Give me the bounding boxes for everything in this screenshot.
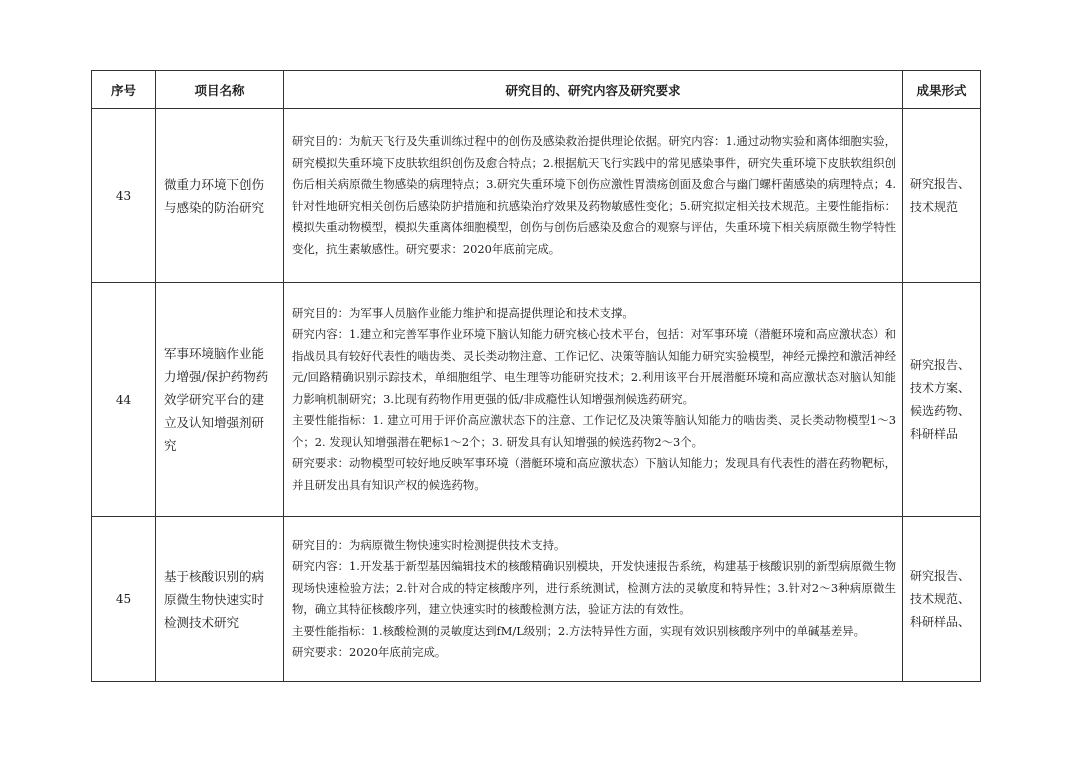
result-item: 候选药物、 xyxy=(910,403,971,418)
project-content xyxy=(284,109,903,283)
result-form xyxy=(903,109,981,283)
result-item: 科研样品、 xyxy=(910,614,971,629)
content-paragraph: 研究目的：为病原微生物快速实时检测提供技术支持。 xyxy=(292,537,566,552)
project-content xyxy=(284,517,903,682)
header-project-name: 项目名称 xyxy=(156,71,284,109)
content-paragraph: 主要性能指标：1.核酸检测的灵敏度达到fM/L级别；2.方法特异性方面，实现有效识别核酸序列中的单碱基差异。 xyxy=(292,623,865,638)
project-name: 军事环境脑作业能力增强/保护药物药效学研究平台的建立及认知增强剂研究 xyxy=(156,283,284,517)
project-content xyxy=(284,283,903,517)
result-item: 技术规范 xyxy=(910,199,959,214)
result-item: 研究报告、 xyxy=(910,176,971,191)
table-row xyxy=(92,517,981,682)
content-paragraph: 研究内容：1.开发基于新型基因编辑技术的核酸精确识别模块，开发快速报告系统，构建基于核酸识别的新型病原微生物现场快速检验方法；2.针对合成的特定核酸序列，进行系统测试，检测方法的灵敏度和特异性；3.针对2～3种病原微生物，确立其特征核酸序列，建立快速实时的核酸检测方法，验证方法的有效性。 xyxy=(292,559,896,616)
result-item: 技术方案、 xyxy=(910,380,971,395)
header-result-form: 成果形式 xyxy=(903,71,981,109)
result-form xyxy=(903,283,981,517)
content-paragraph: 主要性能指标：1. 建立可用于评价高应激状态下的注意、工作记忆及决策等脑认知能力的啮齿类、灵长类动物模型1～3个；2. 发现认知增强潜在靶标1～2个；3. 研发具有认知增强的候选药物2～3个。 xyxy=(292,413,896,449)
row-number: 43 xyxy=(92,109,156,283)
project-name: 微重力环境下创伤与感染的防治研究 xyxy=(156,109,284,283)
result-form xyxy=(903,517,981,682)
row-number: 45 xyxy=(92,517,156,682)
header-number: 序号 xyxy=(92,71,156,109)
content-paragraph: 研究内容：1.建立和完善军事作业环境下脑认知能力研究核心技术平台，包括：对军事环境（潜艇环境和高应激状态）和指战员具有较好代表性的啮齿类、灵长类动物注意、工作记忆、决策等脑认知能力研究实验模型，神经元操控和激活神经元/回路精确识别示踪技术，单细胞组学、电生理等功能研究技术；2.利用该平台开展潜艇环境和高应激状态对脑认知能力影响机制研究；3.比现有药物作用更强的低/非成瘾性认知增强剂候选药研究。 xyxy=(292,327,896,406)
content-paragraph: 研究要求：动物模型可较好地反映军事环境（潜艇环境和高应激状态）下脑认知能力；发现具有代表性的潜在药物靶标，并且研发出具有知识产权的候选药物。 xyxy=(292,456,896,492)
table-header-row xyxy=(92,71,981,109)
content-paragraph: 研究要求：2020年底前完成。 xyxy=(292,645,447,659)
result-item: 技术规范、 xyxy=(910,591,971,606)
content-paragraph: 研究目的：为军事人员脑作业能力维护和提高提供理论和技术支撑。 xyxy=(292,305,634,320)
content-paragraph: 研究目的：为航天飞行及失重训练过程中的创伤及感染救治提供理论依据。研究内容：1.通过动物实验和离体细胞实验，研究模拟失重环境下皮肤软组织创伤及愈合特点；2.根据航天飞行实践中的常见感染事件，研究失重环境下皮肤软组织创伤后相关病原微生物感染的病理特点；3.研究失重环境下创伤应激性胃溃疡创面及愈合与幽门螺杆菌感染的病理特点；4.针对性地研究相关创伤后感染防护措施和抗感染治疗效果及药物敏感性变化；5.研究拟定相关技术规范。主要性能指标：模拟失重动物模型，模拟失重离体细胞模型，创伤与创伤后感染及愈合的观察与评估，失重环境下相关病原微生物学特性变化，抗生素敏感性。研究要求：2020年底前完成。 xyxy=(292,134,896,256)
result-item: 研究报告、 xyxy=(910,357,971,372)
project-name: 基于核酸识别的病原微生物快速实时检测技术研究 xyxy=(156,517,284,682)
header-research-content: 研究目的、研究内容及研究要求 xyxy=(284,71,903,109)
row-number: 44 xyxy=(92,283,156,517)
result-item: 科研样品 xyxy=(910,426,959,441)
project-table xyxy=(91,70,981,682)
table-row xyxy=(92,109,981,283)
table-row xyxy=(92,283,981,517)
result-item: 研究报告、 xyxy=(910,568,971,583)
